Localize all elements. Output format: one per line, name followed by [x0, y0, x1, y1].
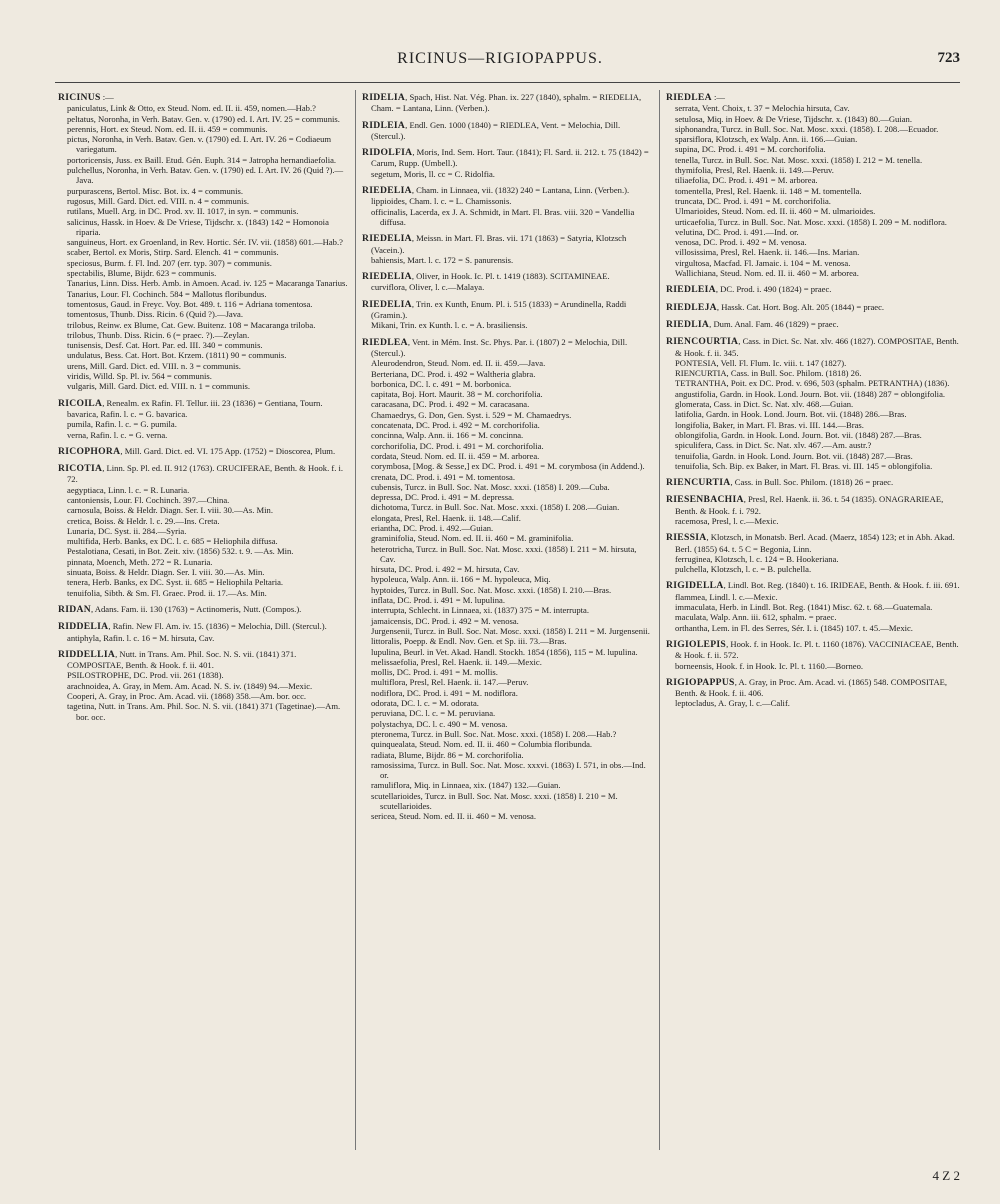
genus-entry	[362, 120, 652, 142]
species-line: Ulmarioides, Steud. Nom. ed. II. ii. 460 = M. ulmarioides.	[675, 206, 876, 217]
species-line: elongata, Presl, Rel. Haenk. ii. 148.—Calif.	[371, 512, 521, 523]
species-line: TETRANTHA, Poit. ex DC. Prod. v. 696, 503 (sphalm. PETRANTHA) (1836).	[675, 378, 950, 389]
species-line: tomentosus, Thunb. Diss. Ricin. 6 (Quid ?).—Java.	[67, 309, 243, 320]
genus-name: RICOILA	[58, 397, 103, 409]
species-line: pictus, Noronha, in Verh. Batav. Gen. v. (1790) ed. I. Art. IV. 26 = Codiaeum variegatum.	[67, 134, 332, 155]
species-line: sericea, Steud. Nom. ed. II. ii. 460 = M. venosa.	[371, 811, 536, 822]
species-line: Jurgensenii, Turcz. in Bull. Soc. Nat. Mosc. xxxi. (1858) I. 211 = M. Jurgensenii.	[371, 625, 650, 636]
species-line: sparsiflora, Klotzsch, ex Walp. Ann. ii. 166.—Guian.	[675, 134, 858, 145]
genus-name: RIDOLFIA	[362, 147, 413, 159]
species-line: ramosissima, Turcz. in Bull. Soc. Nat. Mosc. xxxvi. (1863) I. 571, in obs.—Ind. or.	[371, 759, 646, 781]
species-line: undulatus, Bess. Cat. Hort. Bot. Krzem. (1811) 90 = communis.	[67, 350, 287, 361]
species-line: Pestalotiana, Cesati, in Bot. Zeit. xiv. (1856) 532. t. 9. —As. Min.	[67, 546, 294, 557]
species-line: speciosus, Burm. f. Fl. Ind. 207 (err. typ. 307) = communis.	[67, 257, 272, 268]
species-line: Berteriana, DC. Prod. i. 492 = Waltheria glabra.	[371, 368, 536, 379]
species-line: pulchellus, Noronha, in Verh. Batav. Gen. v. (1790) ed. I. Art. IV. 26 (Quid ?).—Java.	[67, 165, 344, 186]
species-line: graminifolia, Steud. Nom. ed. II. ii. 460 = M. graminifolia.	[371, 533, 574, 544]
species-line: Chamaedrys, G. Don, Gen. Syst. i. 529 = M. Chamaedrys.	[371, 409, 572, 420]
species-line: cordata, Steud. Nom. ed. II. ii. 459 = M. arborea.	[371, 450, 540, 461]
genus-entry	[666, 302, 960, 313]
genus-heading: RIDAN, Adans. Fam. ii. 130 (1763) = Actinomeris, Nutt. (Compos.).	[58, 603, 302, 615]
species-line: multiflora, Presl, Rel. Haenk. ii. 147.—Peruv.	[371, 677, 529, 688]
species-line: rutilans, Muell. Arg. in DC. Prod. xv. II. 1017, in syn. = communis.	[67, 206, 299, 217]
species-line: sinuata, Boiss. & Heldr. Diagn. Ser. I. viii. 30.—As. Min.	[67, 567, 265, 578]
genus-heading: RIEDELIA, Oliver, in Hook. Ic. Pl. t. 1419 (1883). SCITAMINEAE.	[362, 271, 610, 283]
species-line: hypoleuca, Walp. Ann. ii. 166 = M. hypoleuca, Miq.	[371, 574, 551, 585]
genus-heading: RIESENBACHIA, Presl, Rel. Haenk. ii. 36. t. 54 (1835). ONAGRARIEAE, Benth. & Hook. f. i. 792.	[666, 494, 944, 516]
genus-heading: RIGIDELLA, Lindl. Bot. Reg. (1840) t. 16. IRIDEAE, Benth. & Hook. f. iii. 691.	[666, 580, 960, 592]
species-line: carnosula, Boiss. & Heldr. Diagn. Ser. I. viii. 30.—As. Min.	[67, 505, 273, 516]
species-line: pteronema, Turcz. in Bull. Soc. Nat. Mosc. xxxi. (1858) I. 208.—Hab.?	[371, 728, 617, 739]
genus-entry	[666, 477, 960, 488]
species-line: inflata, DC. Prod. i. 491 = M. lupulina.	[371, 595, 505, 606]
species-line: tunisensis, Desf. Cat. Hort. Par. ed. III. 340 = communis.	[67, 340, 263, 351]
species-line: trilobus, Reinw. ex Blume, Cat. Gew. Buitenz. 108 = Macaranga triloba.	[67, 319, 316, 330]
genus-name: RIEDLEIA	[666, 284, 716, 296]
species-line: caracasana, DC. Prod. i. 492 = M. caracasana.	[371, 399, 530, 410]
species-line: corchorifolia, DC. Prod. i. 491 = M. corchorifolia.	[371, 440, 544, 451]
species-line: capitata, Boj. Hort. Maurit. 38 = M. corchorifolia.	[371, 389, 543, 400]
species-line: villosissima, Presl, Rel. Haenk. ii. 146.—Ins. Marian.	[675, 247, 860, 258]
genus-entry	[666, 677, 960, 709]
species-line: Aleurodendron, Steud. Nom. ed. II. ii. 459.—Java.	[371, 358, 546, 369]
species-line: purpurascens, Bertol. Misc. Bot. ix. 4 = communis.	[67, 185, 243, 196]
genus-entry	[58, 92, 348, 392]
genus-entry	[58, 463, 348, 598]
species-line: trilobus, Thunb. Diss. Ricin. 6 (= praec. ?).—Zeylan.	[67, 329, 250, 340]
species-line: racemosa, Presl, l. c.—Mexic.	[675, 515, 779, 526]
genus-entry	[666, 284, 960, 295]
species-line: vulgaris, Mill. Gard. Dict. ed. VIII. n. 1 = communis.	[67, 381, 250, 392]
signature-mark: 4 Z 2	[932, 1168, 960, 1183]
genus-name: RIEDLEJA	[666, 301, 717, 313]
species-line: velutina, DC. Prod. i. 491.—Ind. or.	[675, 226, 799, 237]
genus-name: RIENCOURTIA	[666, 336, 739, 348]
genus-entry	[58, 649, 348, 722]
genus-entry	[362, 233, 652, 265]
genus-entry	[362, 185, 652, 227]
species-line: ramuliflora, Miq. in Linnaea, xix. (1847) 132.—Guian.	[371, 780, 561, 791]
species-line: dichotoma, Turcz. in Bull. Soc. Nat. Mosc. xxxi. (1858) I. 208.—Guian.	[371, 502, 620, 513]
species-line: tenella, Turcz. in Bull. Soc. Nat. Mosc. xxxi. (1858) I. 212 = M. tenella.	[675, 154, 923, 165]
species-line: salicinus, Hassk. in Hoev. & De Vriese, Tijdschr. x. (1843) 142 = Homonoia riparia.	[67, 216, 329, 237]
genus-name: RIEDELIA	[362, 298, 412, 310]
genus-name: RICOPHORA	[58, 445, 121, 457]
genus-heading: RIDOLFIA, Moris, Ind. Sem. Hort. Taur. (1841); Fl. Sard. ii. 212. t. 75 (1842) = Carum, Rupp. (Umbell.).	[362, 147, 649, 169]
genus-name: RIDAN	[58, 603, 91, 615]
species-line: corymbosa, [Mog. & Sesse,] ex DC. Prod. i. 491 = M. corymbosa (in Addend.).	[371, 461, 645, 472]
species-line: PONTESIA, Vell. Fl. Flum. Ic. viii. t. 147 (1827).	[675, 357, 847, 368]
genus-name: RIEDLIA	[666, 318, 710, 330]
species-line: PSILOSTROPHE, DC. Prod. vii. 261 (1838).	[67, 670, 224, 681]
genus-name: RIDDELIA	[58, 621, 109, 633]
species-line: orthantha, Lem. in Fl. des Serres, Sér. I. i. (1845) 107. t. 45.—Mexic.	[675, 622, 913, 633]
species-line: eriantha, DC. Prod. i. 492.—Guian.	[371, 522, 494, 533]
genus-heading: RIENCURTIA, Cass. in Bull. Soc. Philom. (1818) 26 = praec.	[666, 477, 894, 489]
genus-name: RIDELIA	[362, 92, 406, 103]
genus-heading: RIEDLEJA, Hassk. Cat. Hort. Bog. Alt. 205 (1844) = praec.	[666, 301, 885, 313]
species-line: viridis, Willd. Sp. Pl. iv. 564 = communis.	[67, 371, 212, 382]
species-line: Wallichiana, Steud. Nom. ed. II. ii. 460 = M. arborea.	[675, 268, 859, 279]
species-line: melissaefolia, Presl, Rel. Haenk. ii. 149.—Mexic.	[371, 656, 542, 667]
species-line: maculata, Walp. Ann. iii. 612, sphalm. = praec.	[675, 612, 837, 623]
column-divider	[659, 90, 660, 1150]
species-line: sanguineus, Hort. ex Groenland, in Rev. Hortic. Sér. IV. vii. (1858) 601.—Hab.?	[67, 237, 343, 248]
species-line: radiata, Blume, Bijdr. 86 = M. corchorifolia.	[371, 749, 524, 760]
species-line: cretica, Boiss. & Heldr. l. c. 29.—Ins. Creta.	[67, 515, 220, 526]
genus-heading: RIEDELIA, Trin. ex Kunth, Enum. Pl. i. 515 (1833) = Arundinella, Raddi (Gramin.).	[362, 298, 627, 321]
species-line: aegyptiaca, Linn. l. c. = R. Lunaria.	[67, 484, 190, 495]
genus-name: RIESENBACHIA	[666, 494, 744, 506]
column-divider	[355, 90, 356, 1150]
species-line: multifida, Herb. Banks, ex DC. l. c. 685 = Heliophila diffusa.	[67, 536, 278, 547]
species-line: spiculifera, Cass. in Dict. Sc. Nat. xlv. 467.—Am. austr.?	[675, 440, 872, 451]
genus-name: RIEDELIA	[362, 185, 412, 197]
species-line: cantoniensis, Lour. Fl. Cochinch. 397.—China.	[67, 494, 230, 505]
genus-heading: RIEDLIA, Dum. Anal. Fam. 46 (1829) = praec.	[666, 318, 839, 330]
genus-entry	[58, 398, 348, 440]
genus-name: RIEDELIA	[362, 271, 412, 283]
genus-heading: RIESSIA, Klotzsch, in Monatsb. Berl. Acad. (Maerz, 1854) 123; et in Abh. Akad. Berl. (1855) 64. t. 5 C = Begonia, Linn.	[666, 532, 955, 554]
species-line: peltatus, Noronha, in Verh. Batav. Gen. v. (1790) ed. I. Art. IV. 25 = communis.	[67, 113, 340, 124]
species-line: glomerata, Cass. in Dict. Sc. Nat. xlv. 468.—Guian.	[675, 399, 854, 410]
species-line: tenuifolia, Gardn. in Hook. Lond. Journ. Bot. vii. (1848) 287.—Bras.	[675, 450, 913, 461]
genus-name: RIGIOLEPIS	[666, 638, 727, 650]
species-line: polystachya, DC. l. c. 490 = M. venosa.	[371, 718, 508, 729]
species-line: segetum, Moris, ll. cc = C. Ridolfia.	[371, 168, 495, 179]
species-line: Cooperi, A. Gray, in Proc. Am. Acad. vii. (1868) 358.—Am. bor. occ.	[67, 691, 307, 702]
genus-heading: RICINUS :—	[58, 92, 114, 103]
genus-heading: RIDDELLIA, Nutt. in Trans. Am. Phil. Soc. N. S. vii. (1841) 371. COMPOSITAE, Benth. & Hook. f. ii. 401.	[58, 648, 297, 671]
genus-heading: RIENCOURTIA, Cass. in Dict. Sc. Nat. xlv. 466 (1827). COMPOSITAE, Benth. & Hook. f. ii. 345.	[666, 336, 959, 358]
genus-name: RIENCURTIA	[666, 477, 731, 489]
species-line: tenuifolia, Sibth. & Sm. Fl. Graec. Prod. ii. 17.—As. Min.	[67, 587, 267, 598]
species-line: borneensis, Hook. f. in Hook. Ic. Pl. t. 1160.—Borneo.	[675, 660, 864, 671]
species-line: setulosa, Miq. in Hoev. & De Vriese, Tijdschr. x. (1843) 80.—Guian.	[675, 113, 912, 124]
genus-heading: RIEDLEIA, DC. Prod. i. 490 (1824) = praec.	[666, 284, 832, 296]
species-line: heterotricha, Turcz. in Bull. Soc. Nat. Mosc. xxxi. (1858) I. 211 = M. hirsuta, Cav.	[371, 543, 637, 564]
header-rule	[55, 82, 960, 83]
genus-heading: RIDELIA, Spach, Hist. Nat. Vég. Phan. ix. 227 (1840), sphalm. = RIEDELIA, Cham. = Lantana, Linn. (Verben.).	[362, 92, 642, 114]
species-line: officinalis, Lacerda, ex J. A. Schmidt, in Mart. Fl. Bras. viii. 320 = Vandellia diffusa.	[371, 206, 635, 227]
column-2	[362, 92, 652, 1152]
genus-entry	[58, 604, 348, 615]
species-line: flammea, Lindl. l. c.—Mexic.	[675, 591, 778, 602]
species-line: perennis, Hort. ex Steud. Nom. ed. II. ii. 459 = communis.	[67, 123, 268, 134]
genus-name: RIDLEIA	[362, 119, 406, 131]
species-line: arachnoidea, A. Gray, in Mem. Am. Acad. N. S. iv. (1849) 94.—Mexic.	[67, 680, 313, 691]
genus-entry	[362, 92, 652, 114]
species-line: littoralis, Poepp. & Endl. Nov. Gen. et Sp. iii. 73.—Bras.	[371, 636, 567, 647]
species-line: immaculata, Herb. in Lindl. Bot. Reg. (1841) Misc. 62. t. 68.—Guatemala.	[675, 602, 933, 613]
genus-entry	[362, 147, 652, 179]
species-line: scaber, Bertol. ex Moris, Stirp. Sard. Elench. 41 = communis.	[67, 247, 279, 258]
genus-entry	[666, 532, 960, 574]
genus-heading: RICOILA, Renealm. ex Rafin. Fl. Tellur. iii. 23 (1836) = Gentiana, Tourn.	[58, 397, 323, 409]
species-line: bavarica, Rafin. l. c. = G. bavarica.	[67, 408, 188, 419]
genus-name: RIEDLEA	[666, 92, 712, 103]
species-line: rugosus, Mill. Gard. Dict. ed. VIII. n. 4 = communis.	[67, 195, 250, 206]
species-line: pumila, Rafin. l. c. = G. pumila.	[67, 419, 177, 430]
species-line: depressa, DC. Prod. i. 491 = M. depressa.	[371, 492, 515, 503]
species-line: bahiensis, Mart. l. c. 172 = S. panurensis.	[371, 254, 514, 265]
genus-entry	[362, 271, 652, 293]
species-line: antiphyla, Rafin. l. c. 16 = M. hirsuta, Cav.	[67, 632, 215, 643]
species-line: concatenata, DC. Prod. i. 492 = M. corchorifolia.	[371, 420, 540, 431]
column-3	[666, 92, 960, 1152]
species-line: curviflora, Oliver, l. c.—Malaya.	[371, 282, 485, 293]
species-line: tenuifolia, Sch. Bip. ex Baker, in Mart. Fl. Bras. vi. III. 145 = oblongifolia.	[675, 460, 933, 471]
species-line: quinquealata, Steud. Nom. ed. II. ii. 460 = Columbia floribunda.	[371, 739, 593, 750]
header-title: RICINUS—RIGIOPAPPUS.	[397, 50, 603, 67]
species-line: peruviana, DC. l. c. = M. peruviana.	[371, 708, 496, 719]
genus-entry	[362, 299, 652, 331]
species-line: hyptoides, Turcz. in Bull. Soc. Nat. Mosc. xxxi. (1858) I. 210.—Bras.	[371, 584, 612, 595]
species-line: truncata, DC. Prod. i. 491 = M. corchorifolia.	[675, 195, 831, 206]
species-line: siphonandra, Turcz. in Bull. Soc. Nat. Mosc. xxxi. (1858). I. 208.—Ecuador.	[675, 123, 939, 134]
genus-heading: RIGIOPAPPUS, A. Gray, in Proc. Am. Acad. vi. (1865) 548. COMPOSITAE, Benth. & Hook. f. ii. 406.	[666, 676, 948, 699]
species-line: angustifolia, Gardn. in Hook. Lond. Journ. Bot. vii. (1848) 287 = oblongifolia.	[675, 388, 946, 399]
species-line: mollis, DC. Prod. i. 491 = M. mollis.	[371, 667, 498, 678]
species-line: pinnata, Moench, Meth. 272 = R. Lunaria.	[67, 556, 213, 567]
genus-heading: RIEDLEA, Vent. in Mém. Inst. Sc. Phys. Par. i. (1807) 2 = Melochia, Dill. (Stercul.).	[362, 336, 628, 358]
genus-heading: RIDDELIA, Rafin. New Fl. Am. iv. 15. (1836) = Melochia, Dill. (Stercul.).	[58, 621, 327, 633]
species-line: urticaefolia, Turcz. in Bull. Soc. Nat. Mosc. xxxi. (1858) I. 209 = M. nodiflora.	[675, 216, 947, 227]
species-line: Mikani, Trin. ex Kunth. l. c. = A. brasiliensis.	[371, 320, 528, 331]
species-line: tomentosus, Gaud. in Freyc. Voy. Bot. 489. t. 116 = Adriana tomentosa.	[67, 298, 313, 309]
genus-entry	[666, 336, 960, 471]
species-line: leptocladus, A. Gray, l. c.—Calif.	[675, 698, 790, 709]
genus-heading: RIEDELIA, Meissn. in Mart. Fl. Bras. vii. 171 (1863) = Satyria, Klotzsch (Vacein.).	[362, 233, 627, 255]
species-line: pulchella, Klotzsch, l. c. = B. pulchella.	[675, 564, 812, 575]
species-line: venosa, DC. Prod. i. 492 = M. venosa.	[675, 237, 807, 248]
genus-entry	[666, 494, 960, 526]
species-line: lupulina, Beurl. in Vet. Akad. Handl. Stockh. 1854 (1856), 115 = M. lupulina.	[371, 646, 638, 657]
species-line: paniculatus, Link & Otto, ex Steud. Nom. ed. II. ii. 459, nomen.—Hab.?	[67, 103, 316, 114]
species-line: tomentella, Presl, Rel. Haenk. ii. 148 = M. tomentella.	[675, 185, 862, 196]
species-line: thymifolia, Presl, Rel. Haenk. ii. 149.—Peruv.	[675, 165, 834, 176]
species-line: lippioides, Cham. l. c. = L. Chamissonis.	[371, 196, 512, 207]
species-line: scutellarioides, Turcz. in Bull. Soc. Nat. Mosc. xxxi. (1858) I. 210 = M. scutellarioides.	[371, 790, 618, 811]
species-line: ferruginea, Klotzsch, l. c. 124 = B. Hookeriana.	[675, 553, 839, 564]
genus-name: RICOTIA	[58, 463, 103, 475]
genus-entry	[58, 621, 348, 643]
genus-name: RIEDLEA	[362, 336, 408, 348]
species-line: supina, DC. Prod. i. 491 = M. corchorifolia.	[675, 144, 826, 155]
species-line: hirsuta, DC. Prod. i. 492 = M. hirsuta, Cav.	[371, 564, 520, 575]
genus-heading: RICOTIA, Linn. Sp. Pl. ed. II. 912 (1763). CRUCIFERAE, Benth. & Hook. f. i. 72.	[58, 463, 344, 485]
species-line: borbonica, DC. l. c. 491 = M. borbonica.	[371, 378, 512, 389]
species-line: crenata, DC. Prod. i. 491 = M. tomentosa.	[371, 471, 515, 482]
genus-entry	[58, 446, 348, 457]
genus-entry	[362, 337, 652, 822]
species-line: tenera, Herb. Banks, ex DC. Syst. ii. 685 = Heliophila Peltaria.	[67, 577, 284, 588]
species-line: Tanarius, Linn. Diss. Herb. Amb. in Amoen. Acad. iv. 125 = Macaranga Tanarius.	[67, 278, 348, 289]
genus-entry	[666, 639, 960, 671]
species-line: longifolia, Baker, in Mart. Fl. Bras. vi. III. 144.—Bras.	[675, 419, 864, 430]
species-line: nodiflora, DC. Prod. i. 491 = M. nodiflora.	[371, 687, 518, 698]
genus-name: RIEDELIA	[362, 233, 412, 245]
genus-name: RIGIOPAPPUS	[666, 676, 735, 688]
species-line: spectabilis, Blume, Bijdr. 623 = communis.	[67, 268, 217, 279]
species-line: jamaicensis, DC. Prod. i. 492 = M. venosa.	[371, 615, 519, 626]
species-line: cubensis, Turcz. in Bull. Soc. Nat. Mosc. xxxi. (1858) I. 209.—Cuba.	[371, 481, 610, 492]
genus-entry	[666, 92, 960, 278]
species-line: oblongifolia, Gardn. in Hook. Lond. Journ. Bot. vii. (1848) 287.—Bras.	[675, 429, 922, 440]
genus-name: RICINUS	[58, 92, 101, 103]
species-line: portoricensis, Juss. ex Baill. Etud. Gén. Euph. 314 = Jatropha hernandiaefolia.	[67, 154, 337, 165]
species-line: interrupta, Schlecht. in Linnaea, xi. (1837) 375 = M. interrupta.	[371, 605, 589, 616]
genus-name: RIGIDELLA	[666, 580, 724, 592]
genus-heading: RIGIOLEPIS, Hook. f. in Hook. Ic. Pl. t. 1160 (1876). VACCINIACEAE, Benth. & Hook. f. ii. 572.	[666, 638, 959, 661]
genus-entry	[666, 580, 960, 632]
species-line: tiliaefolia, DC. Prod. i. 491 = M. arborea.	[675, 175, 818, 186]
species-line: Lunaria, DC. Syst. ii. 284.—Syria.	[67, 525, 187, 536]
species-line: virgultosa, Macfad. Fl. Jamaic. i. 104 = M. venosa.	[675, 257, 851, 268]
genus-heading: RIEDELIA, Cham. in Linnaea, vii. (1832) 240 = Lantana, Linn. (Verben.).	[362, 185, 630, 197]
genus-name: RIESSIA	[666, 532, 707, 544]
genus-entry	[666, 319, 960, 330]
species-line: serrata, Vent. Choix, t. 37 = Melochia hirsuta, Cav.	[675, 103, 850, 114]
species-line: RIENCURTIA, Cass. in Bull. Soc. Philom. (1818) 26.	[675, 368, 862, 379]
species-line: odorata, DC. l. c. = M. odorata.	[371, 698, 479, 709]
genus-heading: RIEDLEA :—	[666, 92, 725, 103]
species-line: latifolia, Gardn. in Hook. Lond. Journ. Bot. vii. (1848) 286.—Bras.	[675, 409, 907, 420]
running-header	[0, 50, 1000, 74]
genus-heading: RIDLEIA, Endl. Gen. 1000 (1840) = RIEDLEA, Vent. = Melochia, Dill. (Stercul.).	[362, 119, 621, 141]
page-number: 723	[937, 50, 960, 66]
genus-name: RIDDELLIA	[58, 648, 116, 660]
species-line: verna, Rafin. l. c. = G. verna.	[67, 429, 168, 440]
species-line: concinna, Walp. Ann. ii. 166 = M. concinna.	[371, 430, 524, 441]
species-line: Tanarius, Lour. Fl. Cochinch. 584 = Mallotus floribundus.	[67, 288, 267, 299]
column-1	[58, 92, 348, 1152]
species-line: urens, Mill. Gard. Dict. ed. VIII. n. 3 = communis.	[67, 360, 241, 371]
genus-heading: RICOPHORA, Mill. Gard. Dict. ed. VI. 175 App. (1752) = Dioscorea, Plum.	[58, 445, 336, 457]
species-line: tagetina, Nutt. in Trans. Am. Phil. Soc. N. S. vii. (1841) 371 (Tagetinae).—Am. bor. occ.	[67, 701, 341, 722]
